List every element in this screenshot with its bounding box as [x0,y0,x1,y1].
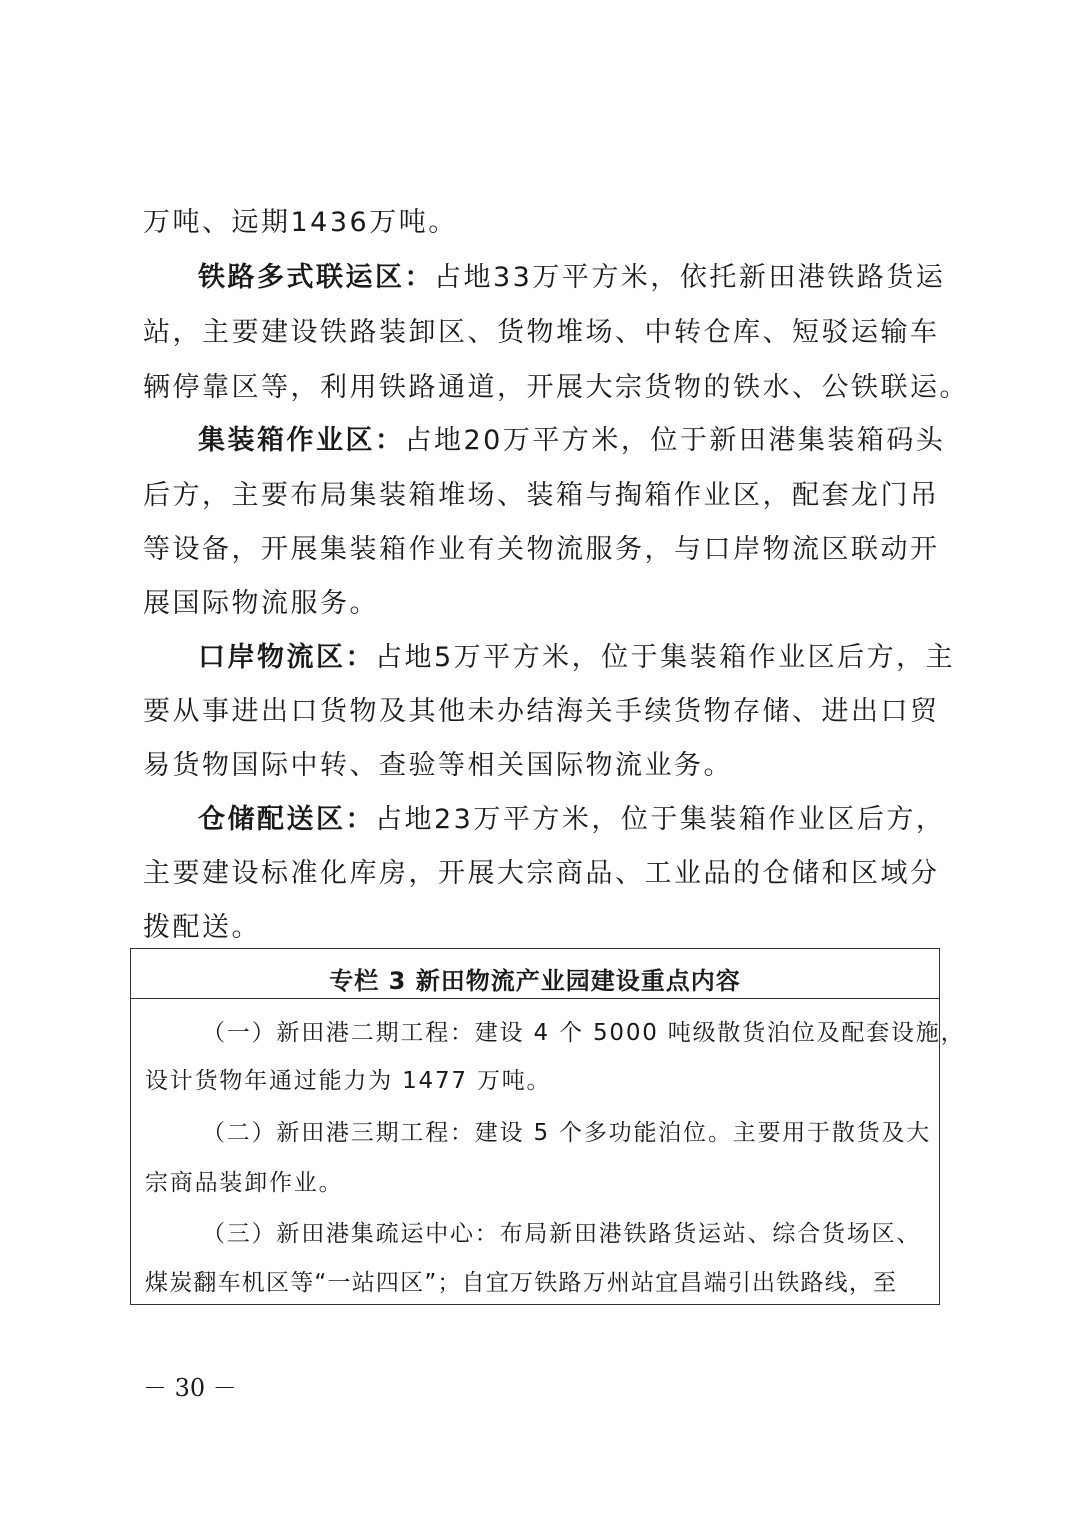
paragraph-line [198,640,955,676]
paragraph-line [198,260,945,296]
page-number: － 30 － [143,1374,237,1402]
feature-box-title: 专栏 3 新田物流产业园建设重点内容 [329,967,741,995]
paragraph-line [198,423,945,459]
paragraph-line: 展国际物流服务。 [143,588,379,619]
section-heading: 集装箱作业区： [198,425,405,456]
box-line: （二）新田港三期工程：建设 5 个多功能泊位。主要用于散货及大 [202,1120,932,1146]
box-line: （三）新田港集疏运中心：布局新田港铁路货运站、综合货场区、 [202,1221,922,1247]
paragraph-text: 占地20万平方米，位于新田港集装箱码头 [404,425,946,456]
paragraph-line: 辆停靠区等，利用铁路通道，开展大宗货物的铁水、公铁联运。 [143,372,969,403]
paragraph-text: 占地23万平方米，位于集装箱作业区后方， [375,804,946,835]
paragraph-line [198,802,945,838]
section-heading: 口岸物流区： [198,642,375,673]
paragraph-line: 万吨、远期1436万吨。 [143,207,458,238]
box-line: （一）新田港二期工程：建设 4 个 5000 吨级散货泊位及配套设施， [202,1020,966,1046]
paragraph-line: 后方，主要布局集装箱堆场、装箱与掏箱作业区，配套龙门吊 [143,480,940,511]
section-heading: 仓储配送区： [198,804,375,835]
paragraph-line: 易货物国际中转、查验等相关国际物流业务。 [143,750,733,781]
box-line: 煤炭翻车机区等“一站四区”；自宜万铁路万州站宜昌端引出铁路线，至 [145,1270,898,1296]
paragraph-line: 拨配送。 [143,912,261,943]
box-line: 设计货物年通过能力为 1477 万吨。 [145,1068,552,1094]
section-heading: 铁路多式联运区： [198,262,434,293]
feature-box-header [131,949,939,999]
box-line: 宗商品装卸作业。 [145,1170,344,1196]
feature-box [130,948,966,1305]
paragraph-text: 占地33万平方米，依托新田港铁路货运 [434,262,946,293]
paragraph-line: 要从事进出口货物及其他未办结海关手续货物存储、进出口贸 [143,696,940,727]
paragraph-line: 主要建设标准化库房，开展大宗商品、工业品的仓储和区域分 [143,858,940,889]
paragraph-text: 占地5万平方米，位于集装箱作业区后方，主 [375,642,956,673]
paragraph-line: 等设备，开展集装箱作业有关物流服务，与口岸物流区联动开 [143,534,940,565]
paragraph-line: 站，主要建设铁路装卸区、货物堆场、中转仓库、短驳运输车 [143,317,940,348]
